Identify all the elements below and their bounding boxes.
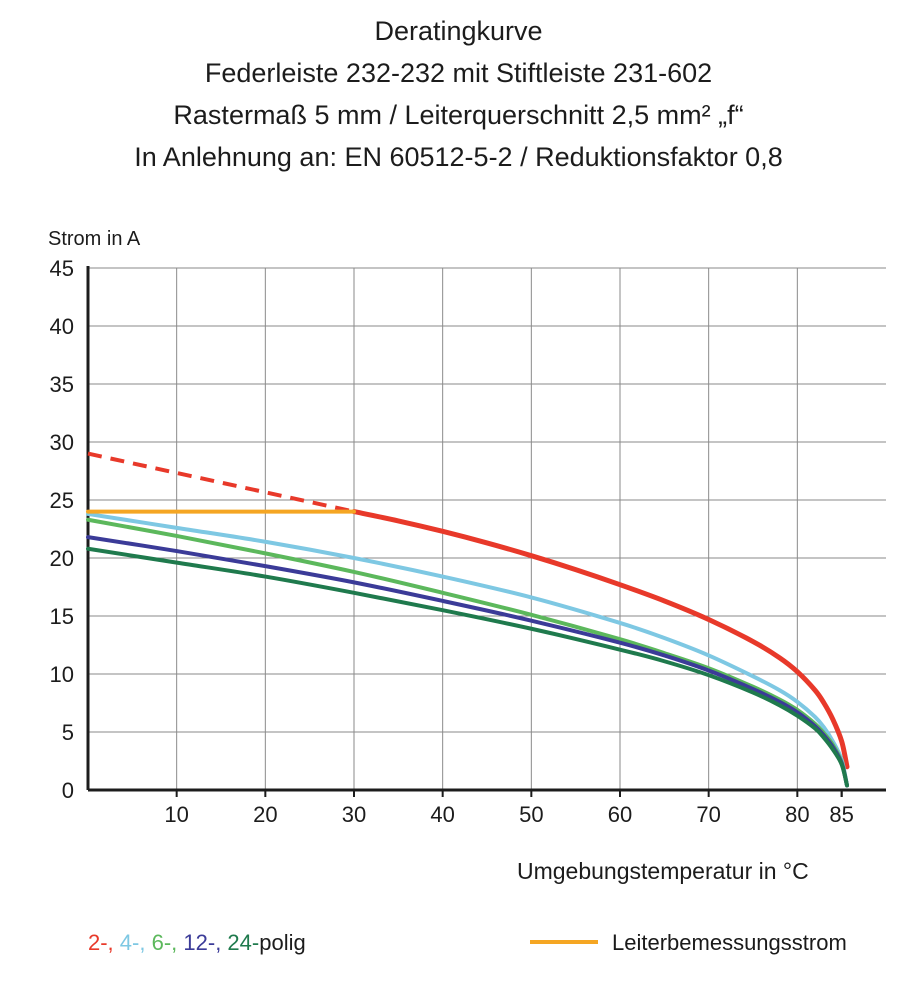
series-6-polig <box>88 520 847 786</box>
x-tick-40: 40 <box>430 802 455 827</box>
series-2-polig-dashed <box>88 454 354 512</box>
legend-current-entry <box>530 930 847 956</box>
x-tick-50: 50 <box>519 802 544 827</box>
y-tick-45: 45 <box>49 256 74 281</box>
x-tick-30: 30 <box>341 802 367 827</box>
legend-current-swatch <box>530 940 598 944</box>
y-tick-15: 15 <box>49 604 74 629</box>
x-axis-label: Umgebungstemperatur in °C <box>517 858 809 884</box>
title-line-4: In Anlehnung an: EN 60512-5-2 / Reduktionsfaktor 0,8 <box>134 142 783 172</box>
y-tick-30: 30 <box>49 430 74 455</box>
y-axis-label: Strom in A <box>48 228 141 250</box>
legend-current-label: Leiterbemessungsstrom <box>612 930 847 955</box>
y-tick-20: 20 <box>49 546 74 571</box>
legend-series-part-1: 4-, <box>119 930 152 955</box>
title-line-3: Rastermaß 5 mm / Leiterquerschnitt 2,5 mm² „f“ <box>173 100 744 130</box>
y-tick-25: 25 <box>49 488 74 513</box>
legend-series-part-5: polig <box>259 930 306 955</box>
y-tick-35: 35 <box>49 372 74 397</box>
legend-series-part-4: 24- <box>227 930 260 955</box>
y-tick-5: 5 <box>61 720 74 745</box>
x-tick-80: 80 <box>785 802 810 827</box>
x-tick-70: 70 <box>696 802 721 827</box>
title-line-2: Federleiste 232-232 mit Stiftleiste 231-602 <box>204 58 713 88</box>
chart-legend <box>0 930 917 990</box>
y-tick-0: 0 <box>61 778 74 803</box>
series-12-polig <box>88 537 847 785</box>
y-tick-10: 10 <box>49 662 74 687</box>
legend-series-part-3: 12-, <box>183 930 228 955</box>
x-tick-60: 60 <box>607 802 633 827</box>
x-tick-10: 10 <box>164 802 189 827</box>
x-tick-20: 20 <box>253 802 278 827</box>
y-tick-40: 40 <box>49 314 74 339</box>
legend-series-labels <box>88 930 306 956</box>
x-tick-85: 85 <box>829 802 854 827</box>
legend-series-part-2: 6-, <box>151 930 184 955</box>
title-line-1: Deratingkurve <box>374 16 543 46</box>
legend-series-part-0: 2-, <box>88 930 120 955</box>
